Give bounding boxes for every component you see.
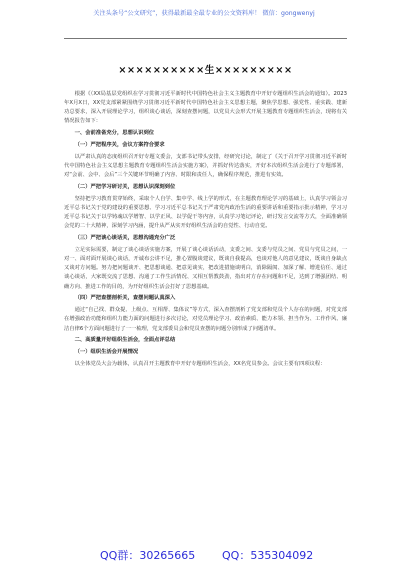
subsection-heading: （四）严把查摆剖析关，查摆问题认真深入 [74, 295, 176, 302]
body-paragraph: 通过“自己找、群众提、上级点、互相帮、集体议”等方式，深入查摆剖析了党支部和党员个人存在的问题，对党支部在增强政治功能和组织力能力面的问题进行多次讨论，对党员理论学习、政治素质、能力本领、担当作为、工作作风、廉洁自律6个方面问题进行了一一梳理，党支部委员会和党员查摆的问题分别形成了问题清单。 [64, 307, 347, 332]
body-paragraph: 以全体党员大会为载体，认真召开主题教育中开好专题组织生活会，XX名党员参会。会议主要有四项议程： [74, 361, 326, 368]
qq-group-number: QQ群：30265665 [100, 549, 196, 562]
body-paragraph: 坚持把学习教育贯穿始终，采取个人自学、集中学、线上学的形式，在主题教育理论学习的基础上，认真学习领会习近平总书记关于党的建设的重要思想、学习习近平总书记关于严肃党内政治生活的重要讲话和重要指示批示精神，学习习近平总书记关于以学铸魂以学增智、以学正风、以学促干等内容，认真学习笔记评论，研讨发言交流等方式，全面准确领会党的二十大精神，深刻学习内涵，提升从严从实开好组织生活会的自觉性、行动自觉。 [64, 196, 347, 230]
body-paragraph: 以严肃认真的态度组织召开好专题文委会，支部书记带头安排，经研究讨论，制定了《关于召开学习贯彻习近平新时代中国特色社会主义思想主题教育专题组织生活会实施方案》，并抓好传达落实，开好本次组织生活会进行了专题部署，对“会前、会中、会后”三个关键环节明确了内容、时限和责任人，确保程序规范，推进有实效。 [64, 154, 347, 179]
qq-contact-number: QQ：535304092 [222, 549, 314, 562]
subsection-heading: （三）严把谈心谈话关，思想沟通充分广泛 [74, 235, 176, 242]
document-title: ××××××××××生××××××××× [118, 65, 293, 76]
contact-footer [0, 547, 408, 565]
body-paragraph: 立足实际需要，制定了谈心谈话实施方案，开展了谈心谈话活动，支委之间、支委与党员之间、党员与党员之间，一对一、面对面开展谈心谈话，开诚布公讲不足，推心置腹谈建议，既谈自我提高，也谈对他人的意见建议，既谈自身缺点又谈对方问题。努力把问题谈开、把思想谈通、把意见谈实，把改进措施谈明白，消除隔阂、加深了解、增进信任、通过谈心谈话，大家既交流了思想、沟通了工作生活情况、又相互帮教鼓劲，指出对方存在问题和不足，达到了增强团结、明确方向、推进工作的目的，为开好组织生活会打好了思想基础。 [64, 247, 347, 290]
document-body [64, 90, 347, 372]
header-banner: 关注头条号“公文研究”，获得最新最全最专业的公文资料库！ 微信：gongwenyj [93, 10, 315, 17]
section-heading: 二、高质量开好组织生活会，全面点评总结 [74, 337, 176, 344]
section-heading: 一、会前准备充分，思想认识到位 [74, 129, 155, 136]
header-divider [64, 38, 347, 39]
subsection-heading: （二）严把学习研讨关，思想认识深刻到位 [74, 184, 176, 191]
subsection-heading: （一）严把程序关，会议方案符合要求 [74, 142, 165, 149]
subsection-heading: （一）组织生活会开展情况 [74, 349, 139, 356]
intro-paragraph: 根据《（XX局基层党组织在学习贯彻习近平新时代中国特色社会主义主题教育中开好专题组织生活会的通知）。2023年X月X日，XX党支部紧紧围绕学习贯彻习近平新时代中国特色社会主义思想主题，聚焦学思想、强党性、重实践、建新功总要求，深入开展理论学习，组织谈心谈话，深刻查摆问题，以党员大会形式开展主题教育专题组织生活会，现将有关情况报告如下： [64, 91, 347, 125]
